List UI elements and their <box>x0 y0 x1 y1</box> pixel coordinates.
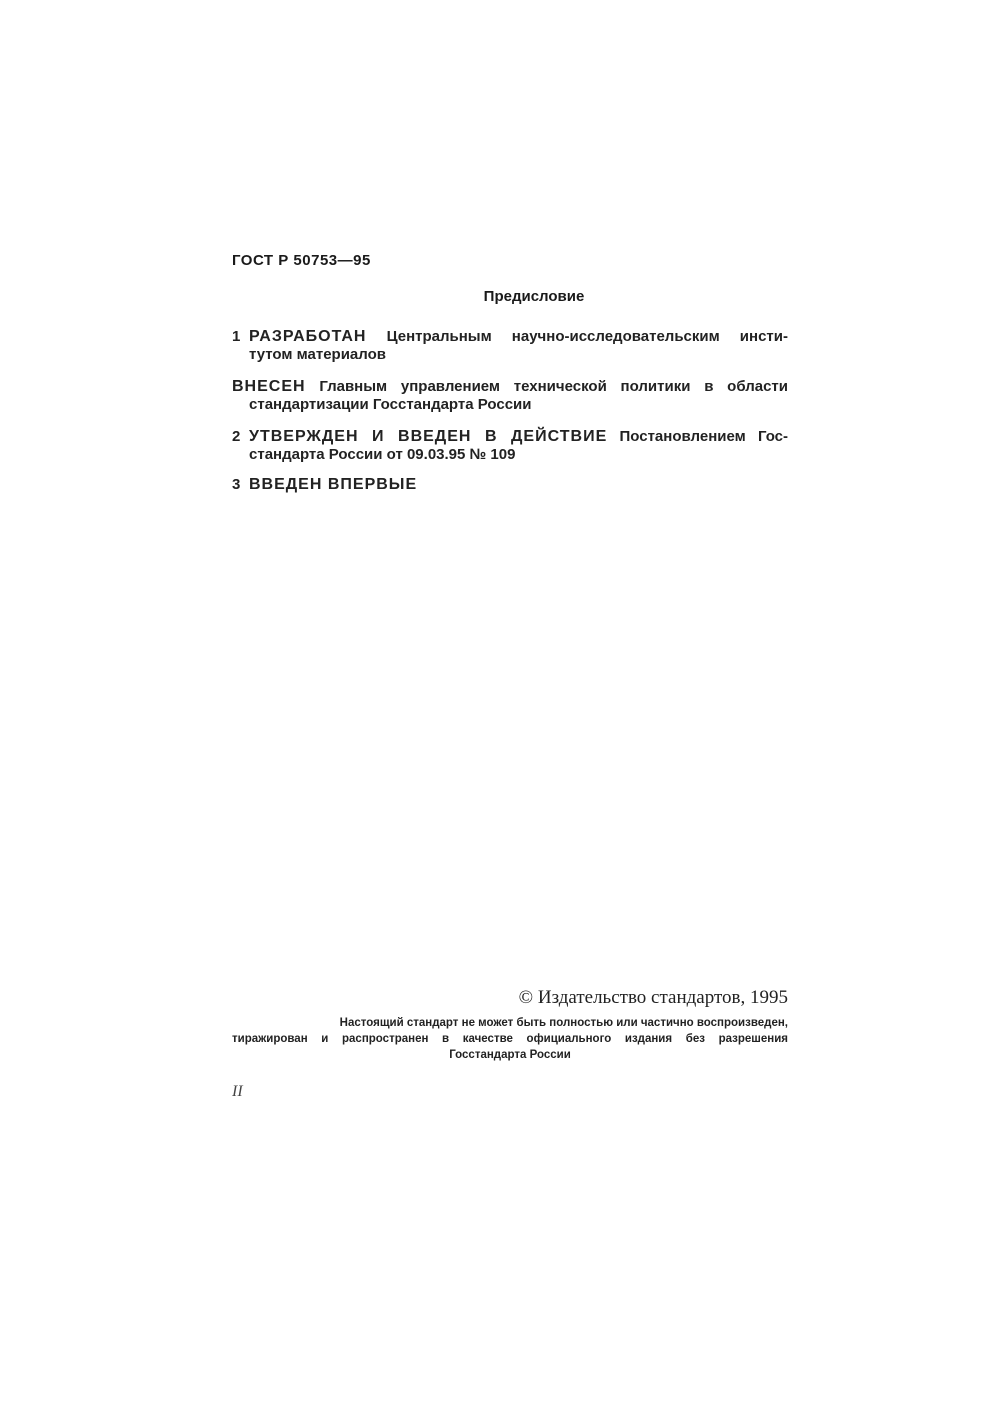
document-number: ГОСТ Р 50753—95 <box>232 252 371 269</box>
item-text: Центральным научно-исследовательским инсти- <box>386 328 788 345</box>
item-continuation: стандарта России от 09.03.95 № 109 <box>249 446 516 463</box>
reproduction-notice <box>232 1015 788 1063</box>
foreword-item-introduced <box>232 378 788 414</box>
item-continuation: тутом материалов <box>249 346 386 363</box>
item-lead: РАЗРАБОТАН <box>249 328 367 345</box>
item-number: 3 <box>232 476 241 493</box>
section-heading: Предисловие <box>483 288 585 305</box>
item-lead: ВНЕСЕН <box>232 378 306 395</box>
page-number: II <box>232 1083 243 1100</box>
notice-line: тиражирован и распространен в качестве официального издания без разрешения <box>232 1033 788 1045</box>
foreword-item-approved <box>232 428 788 464</box>
item-text: Главным управлением технической политики в области <box>319 378 789 395</box>
foreword-item-first-introduced <box>232 476 788 494</box>
item-number: 2 <box>232 428 241 445</box>
item-continuation: стандартизации Госстандарта России <box>249 396 532 413</box>
notice-line: Госстандарта России <box>449 1049 571 1061</box>
item-line <box>232 378 788 396</box>
item-line <box>232 428 788 446</box>
copyright-notice: © Издательство стандартов, 1995 <box>518 987 788 1008</box>
item-number: 1 <box>232 328 241 345</box>
item-line <box>232 328 788 346</box>
item-text: Постановлением Гос- <box>619 428 789 445</box>
item-lead: ВВЕДЕН ВПЕРВЫЕ <box>249 476 418 493</box>
item-line <box>232 476 788 494</box>
foreword-item-developed <box>232 328 788 364</box>
item-lead: УТВЕРЖДЕН И ВВЕДЕН В ДЕЙСТВИЕ <box>249 428 608 445</box>
notice-line: Настоящий стандарт не может быть полностью или частично воспроизведен, <box>339 1017 788 1029</box>
